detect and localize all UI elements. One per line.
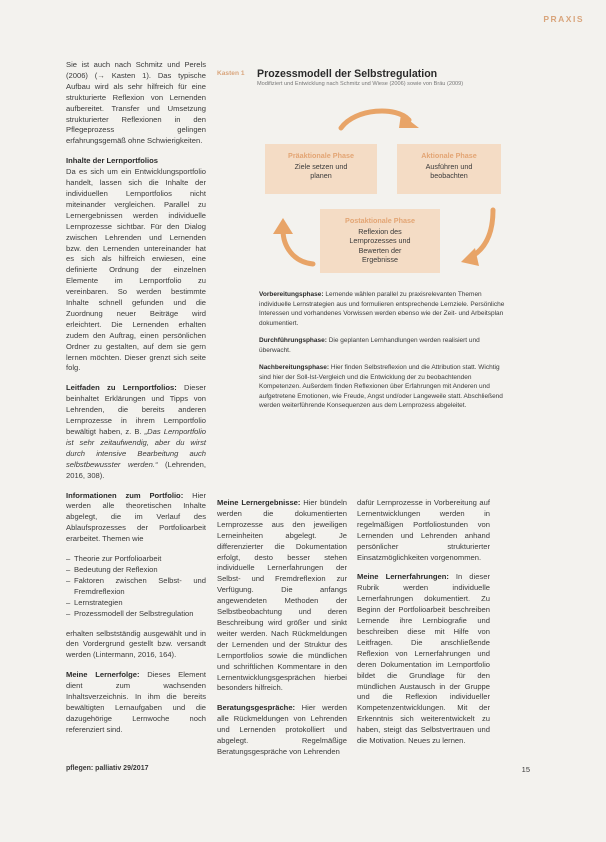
- cycle-arrow-right-icon: [457, 206, 503, 268]
- bullet-list: [66, 554, 206, 619]
- lead-in: Informationen zum Portfolio:: [66, 490, 184, 500]
- quote: „Das Lernportfolio ist sehr zeitaufwendig, aber du wirst durch intensive Bearbeitung auch selbstbewusster werden.“: [66, 427, 206, 469]
- paragraph: [259, 290, 505, 328]
- paragraph-text: Hier finden Selbstreflexion und die Attribution statt. Wichtig sind hier der Soll-Ist-Vergleich und die Entwicklung der zu beobachtenden Kompetenzen. Außerdem finden Reflexionen über Erfahrungen mit Anderen und aufgetretene Emotionen, wie Freude, Angst und/oder Langeweile statt. Abschließend werden weiterführende Konsequenzen aus dem Lernprozess abgeleitet.: [259, 364, 503, 409]
- paragraph: [357, 572, 490, 747]
- paragraph-text: Hier werden alle Rückmeldungen von Lehrenden und Lernenden protokolliert und abgelegt. Regelmäßige Beratungsgespräche von Lehrenden: [217, 703, 347, 756]
- paragraph: dafür Lernprozesse in Vorbereitung auf Lernentwicklungen werden in regelmäßigen Portfoliostunden von Lernenden und Lehrenden anhand persönlicher strukturierter Einsatzmöglichkeiten vorgenommen.: [357, 498, 490, 562]
- paragraph-text: Hier bündeln werden die dokumentierten Lernprozesse aus den jeweiligen Lerneinheiten abgelegt. Je differenzierter die Dokumentation erfolgt, desto besser stehen individuelle Lernerfahrungen der Selbst- und Fremdreflexion zur Verfügung. Die anfangs angewendeten Methoden der Selbstbeobachtung und deren Beschreibung wird größer und sinkt weiter werden. Nach Rückmeldungen der Lernenden und der Struktur des Lernportfolios sowie die mündlichen und schriftlichen Kommentare in den Lernentwicklungsgesprächen hierbei besonders hilfreich.: [217, 498, 347, 693]
- right-column: [357, 498, 490, 756]
- phase-text: Ausführen und beobachten: [425, 161, 473, 181]
- paragraph-text: Dieses Element dient zum wachsenden Inhaltsverzeichnis. In ihm die bereits bewältigten Lernaufgaben und die dazugehörige Lernwoche noch referenziert sind.: [66, 670, 206, 734]
- lead-in: Meine Lernerfahrungen:: [357, 572, 449, 582]
- middle-column: [217, 498, 347, 767]
- paragraph: [66, 383, 206, 481]
- paragraph: [217, 703, 347, 758]
- list-item: – Prozessmodell der Selbstregulation: [66, 609, 206, 620]
- paragraph: [259, 336, 505, 355]
- list-item: – Lernstrategien: [66, 598, 206, 609]
- paragraph-text: Hier werden alle theoretischen Inhalte abgelegt, die im Verlauf des Ablaufsprozesses der Portfolioarbeit erarbeitet. Themen wie: [66, 490, 206, 544]
- box-description: [259, 290, 505, 419]
- phase-preactional: [265, 144, 377, 194]
- lead-in: Durchführungsphase:: [259, 337, 327, 344]
- lead-in: Leitfaden zu Lernportfolios:: [66, 383, 177, 393]
- section-rubric: PRAXIS: [543, 14, 584, 24]
- paragraph-text: Da es sich um ein Entwicklungsportfolio handelt, lassen sich die Inhalte der individuellen Lernportfolios nicht miteinander vergleichen. Parallel zu Lernergebnissen werden individuelle Lernprozesse sichtbar. Für den Dialog zwischen Lehrenden und Lernenden bzw. den Lernenden untereinander hat es sich als hilfreich erwiesen, eine definierte Ordnung der einzelnen Elemente im Lernportfolio zu vereinbaren. So werden bestimmte Inhalte schnell gefunden und die Zuordnung neuer Beiträge wird erleichtert. Die Lernenden erhalten zudem den Auftrag, einen persönlichen Ordner zu gestalten, auf dem sie gern lernen möchten. Dieser grenzt sich seite folg.: [66, 167, 206, 373]
- lead-in: Meine Lernergebnisse:: [217, 498, 301, 507]
- phase-title: Aktionale Phase: [421, 151, 477, 160]
- subheading: Inhalte der Lernportfolios: [66, 156, 158, 166]
- paragraph: [259, 363, 505, 411]
- cycle-arrow-left-icon: [269, 216, 317, 270]
- phase-text: Ziele setzen und planen: [294, 161, 348, 181]
- box-tag: Kasten 1: [217, 70, 245, 77]
- paragraph: erhalten selbstständig ausgewählt und in den Vordergrund gestellt bzw. versandt werden (Lintermann, 2016, 164).: [66, 628, 206, 660]
- box-subtitle: Modifiziert und Entwicklung nach Schmitz und Wiese (2006) sowie von Bräu (2009): [257, 81, 464, 87]
- paragraph: [217, 498, 347, 694]
- list-item: – Faktoren zwischen Selbst- und Fremdreflexion: [66, 576, 206, 598]
- paragraph-text: Dieser beinhaltet Erklärungen und Tipps von Lehrenden, die bereits anderen Lernprozesse in ihrem Lernportfolio bewältigt haben, z. B.: [66, 383, 206, 436]
- page-number: 15: [521, 765, 530, 774]
- box-title: Prozessmodell der Selbstregulation: [257, 68, 438, 80]
- lead-in: Nachbereitungsphase:: [259, 364, 330, 371]
- phase-text: Reflexion des Lernprozesses und Bewerten der Ergebnisse: [349, 226, 411, 265]
- phase-title: Postaktionale Phase: [345, 216, 415, 225]
- paragraph: Sie ist auch nach Schmitz und Perels (2006) (→ Kasten 1). Das typische Aufbau wird als sehr hilfreich für eine strukturierte Reflexion von Lernenden aufbereitet. Transfer und Umsetzung strukturierter Reflexionen in den Pflegeprozess gelingen erfahrungsgemäß ohne Schwierigkeiten.: [66, 60, 206, 146]
- cycle-arrow-top-icon: [335, 102, 421, 132]
- paragraph: [66, 491, 206, 546]
- phase-title: Präaktionale Phase: [288, 151, 354, 160]
- paragraph-text: Die geplanten Lernhandlungen werden realisiert und überwacht.: [259, 337, 480, 354]
- paragraph-text: In dieser Rubrik werden individuelle Lernerfahrungen dokumentiert. Zu Beginn der Portfolioarbeit beschreiben Lernende ihre Lernbiografie und beschreiben diese mit Hilfe von Leitfragen. Die anschließende Reflexion von Lernerfahrungen und deren Dokumentation im Lernportfolio bildet die Grundlage für den mündlichen Austausch in der Gruppe und die Reflexion individueller Kompetenzentwicklungen. Mit der Erkenntnis sich weiterentwickelt zu haben, steigt das Selbstvertrauen und die Motivation. Neues zu lernen.: [357, 572, 490, 746]
- paragraph-text: Lernende wählen parallel zu praxisrelevanten Themen individuelle Lernstrategien aus und formulieren entsprechende Lernziele. Persönliche Interessen und vorhandenes Vorwissen werden ebenso wie der Zeit- und Arbeitsplan dokumentiert.: [259, 291, 505, 327]
- journal-footer: pflegen: palliativ 29/2017: [66, 765, 149, 772]
- paragraph: [66, 156, 206, 374]
- phase-postactional: [320, 209, 440, 273]
- lead-in: Beratungsgespräche:: [217, 703, 296, 713]
- process-model-box: [217, 68, 505, 468]
- phase-actional: [397, 144, 501, 194]
- citation: (Lehrenden, 2016, 308).: [66, 459, 206, 480]
- lead-in: Meine Lernerfolge:: [66, 670, 140, 680]
- paragraph: [66, 670, 206, 735]
- left-column: [66, 60, 206, 745]
- list-item: – Theorie zur Portfolioarbeit: [66, 554, 206, 565]
- lead-in: Vorbereitungsphase:: [259, 291, 324, 298]
- list-item: – Bedeutung der Reflexion: [66, 565, 206, 576]
